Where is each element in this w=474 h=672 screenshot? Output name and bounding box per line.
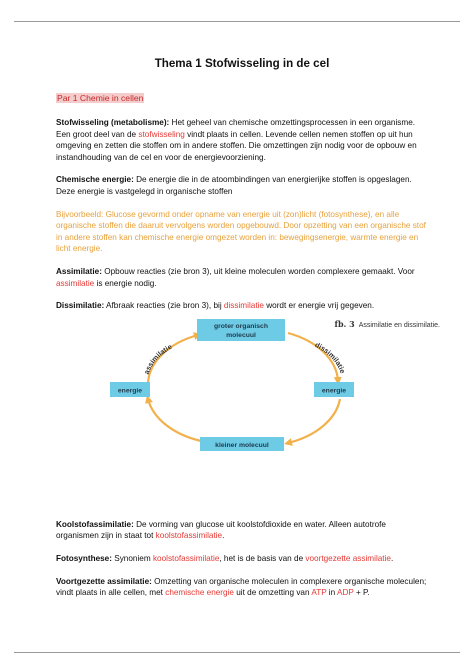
paragraph-fotosynthese (56, 553, 428, 565)
text: uit de omzetting van (233, 588, 312, 598)
figure-caption-text: Assimilatie en dissimilatie. (358, 321, 440, 329)
figure-assimilatie-dissimilatie (56, 318, 440, 461)
link-koolstofassimilatie-2[interactable]: koolstofassimilatie (152, 553, 220, 563)
paragraph-voortgezette-assimilatie (56, 576, 428, 599)
term-stofwisseling: Stofwisseling (metabolisme): (56, 118, 170, 127)
paragraph-koolstofassimilatie (56, 519, 428, 542)
link-chemische-energie[interactable]: chemische energie (165, 588, 234, 598)
box-energie-right-label: energie (321, 387, 347, 395)
text: De energie die in de atoombindingen van energierijke stoffen is opgeslagen. Deze energie is vastgelegd in organische stoffen (56, 175, 412, 196)
text: . (390, 553, 394, 563)
bottom-rule (14, 652, 460, 653)
paragraph-example: Bijvoorbeeld: Glucose gevormd onder opname van energie uit (zon)licht (fotosynthese), en alle organische stoffen die daaruit vervolgens worden opgebouwd. Door opzetting van een organische stof in andere stoffen kan chemische energie omgezet worden in: bewegingsenergie, warmte energie en licht energie. (56, 209, 426, 254)
arc-bottom-right (288, 399, 340, 443)
spacer (56, 473, 428, 519)
figure-number: fb. 3 (334, 318, 355, 329)
link-koolstofassimilatie[interactable]: koolstofassimilatie (155, 531, 223, 541)
cycle-diagram (56, 319, 428, 461)
link-stofwisseling[interactable]: stofwisseling (138, 129, 185, 139)
text: + P. (353, 588, 370, 598)
label-dissimilatie: dissimilatie (313, 339, 348, 375)
text: wordt er energie vrij gegeven. (263, 301, 375, 311)
text: in (326, 588, 337, 598)
box-energie-left-label: energie (117, 387, 143, 395)
paragraph-dissimilatie (56, 300, 428, 312)
term-voortgezette-assimilatie: Voortgezette assimilatie: (56, 576, 152, 586)
text: Het geheel van chemische omzettingsprocessen in een organisme. Een groot deel van de (56, 118, 416, 139)
text: . (222, 531, 225, 541)
text: Opbouw reacties (zie bron 3), uit kleine moleculen worden complexere gemaakt. Voor (101, 266, 415, 276)
box-groter-molecuul-line2: molecuul (226, 331, 256, 339)
text: Synoniem (111, 553, 153, 563)
term-koolstofassimilatie: Koolstofassimilatie: (56, 519, 134, 529)
term-fotosynthese: Fotosynthese: (56, 553, 112, 563)
text: is energie nodig. (94, 278, 157, 288)
text: Omzetting van organische moleculen in complexere organische moleculen; vindt plaats in alle cellen, met (56, 576, 427, 598)
paragraph-assimilatie (56, 266, 428, 289)
term-assimilatie: Assimilatie: (56, 266, 102, 276)
paragraph-stofwisseling (56, 117, 428, 163)
label-assimilatie: assimilatie (141, 341, 174, 376)
text: vindt plaats in cellen. Levende cellen nemen stoffen op uit hun omgeving en zetten die stoffen om in andere stoffen. Die omzettingen zijn nodig voor de opbouw en instandhouding van de cel en voor de energievoorziening. (56, 129, 417, 162)
link-dissimilatie[interactable]: dissimilatie (223, 301, 264, 311)
link-assimilatie[interactable]: assimilatie (56, 278, 95, 288)
term-dissimilatie: Dissimilatie: (56, 301, 105, 311)
term-chemische-energie: Chemische energie: (56, 175, 134, 185)
box-groter-molecuul-line1: groter organisch (213, 322, 269, 330)
link-atp[interactable]: ATP (311, 588, 327, 598)
paragraph-chemische-energie (56, 174, 428, 197)
top-rule (14, 21, 460, 22)
section-heading: Par 1 Chemie in cellen (57, 93, 144, 103)
document-page (56, 40, 440, 610)
text: , het is de basis van de (219, 553, 306, 563)
text: De vorming van glucose uit koolstofdioxide en water. Alleen autotrofe organismen zijn in staat tot (56, 519, 386, 541)
link-adp[interactable]: ADP (337, 588, 354, 598)
box-kleiner-molecuul-label: kleiner molecuul (215, 441, 269, 449)
link-voortgezette-assimilatie[interactable]: voortgezette assimilatie (305, 553, 391, 563)
text: Afbraak reacties (zie bron 3), bij (104, 301, 224, 311)
arc-bottom-left (148, 399, 201, 441)
page-title: Thema 1 Stofwisseling in de cel (154, 57, 330, 70)
